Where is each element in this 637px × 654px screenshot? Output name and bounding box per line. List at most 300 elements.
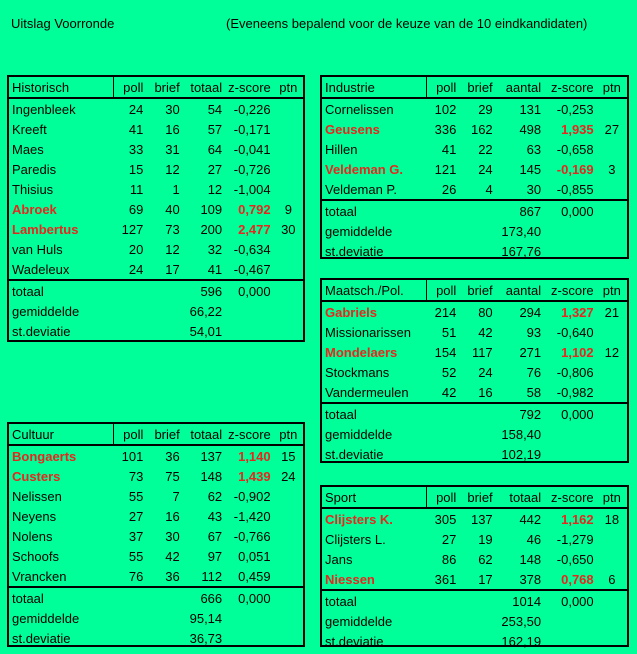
page-title: Uitslag Voorronde <box>11 16 115 31</box>
cell-brief: 4 <box>485 181 493 197</box>
table-row <box>322 362 627 382</box>
cell-ptn: 30 <box>281 221 296 237</box>
cell-poll: 42 <box>441 384 457 400</box>
cell-name: Thisius <box>12 181 54 197</box>
cell-total: 32 <box>207 241 223 257</box>
column-header: Maatsch./Pol. <box>322 280 426 301</box>
cell-name: Abroek <box>12 201 57 217</box>
cell-brief: 17 <box>165 261 180 277</box>
table-row <box>322 569 627 590</box>
cell-name: Vandermeulen <box>325 384 409 400</box>
column-header: z-score <box>225 424 273 445</box>
table-row <box>322 159 627 179</box>
summary-ptn <box>597 241 627 261</box>
table-row <box>322 119 627 139</box>
table-row <box>322 179 627 200</box>
summary-label: totaal <box>9 280 183 301</box>
cell-poll: 15 <box>128 161 144 177</box>
summary-row <box>9 608 303 628</box>
cell-z: -0,253 <box>556 101 594 117</box>
summary-z <box>544 221 597 241</box>
cell-ptn: 6 <box>608 571 616 587</box>
cell-ptn: 27 <box>604 121 620 137</box>
table-row <box>9 179 303 199</box>
cell-ptn: 15 <box>281 448 296 464</box>
column-header: poll <box>426 280 459 301</box>
column-header: z-score <box>544 77 597 98</box>
cell-brief: 1 <box>172 181 180 197</box>
table-row <box>9 546 303 566</box>
column-header: ptn <box>597 77 627 98</box>
cell-brief: 29 <box>478 101 493 117</box>
cell-total: 112 <box>201 568 223 584</box>
summary-label: totaal <box>9 587 183 608</box>
table-row <box>322 382 627 403</box>
summary-row <box>322 403 627 424</box>
summary-ptn <box>597 424 627 444</box>
cell-total: 76 <box>526 364 542 380</box>
cell-z: 2,477 <box>238 221 271 237</box>
cell-brief: 7 <box>172 488 180 504</box>
column-header: ptn <box>597 487 627 508</box>
cell-brief: 24 <box>478 161 493 177</box>
summary-ptn <box>274 280 303 301</box>
summary-z <box>225 608 273 628</box>
cell-ptn <box>597 382 627 403</box>
cell-z: -0,902 <box>233 488 271 504</box>
column-header: totaal <box>183 424 225 445</box>
table-historisch <box>7 75 305 342</box>
summary-z <box>225 301 273 321</box>
column-header: ptn <box>274 77 303 98</box>
table-row <box>9 219 303 239</box>
cell-total: 271 <box>519 344 542 360</box>
cell-ptn: 9 <box>284 201 292 217</box>
cell-ptn <box>274 179 303 199</box>
table-cultuur <box>7 422 305 647</box>
column-header: aantal <box>496 280 544 301</box>
cell-ptn <box>274 506 303 526</box>
cell-poll: 361 <box>434 571 457 587</box>
cell-ptn <box>274 239 303 259</box>
table-sport <box>320 485 629 647</box>
table-row <box>9 199 303 219</box>
cell-ptn <box>597 322 627 342</box>
cell-poll: 127 <box>121 221 144 237</box>
summary-z <box>544 631 597 651</box>
cell-name: Paredis <box>12 161 57 177</box>
table-grid <box>322 280 627 464</box>
cell-brief: 40 <box>165 201 180 217</box>
table-row <box>322 529 627 549</box>
cell-name: Bongaerts <box>12 448 77 464</box>
summary-label: st.deviatie <box>325 243 384 259</box>
summary-total: 792 <box>496 403 544 424</box>
cell-poll: 102 <box>434 101 457 117</box>
summary-row <box>9 587 303 608</box>
cell-poll: 73 <box>128 468 144 484</box>
cell-brief: 31 <box>165 141 180 157</box>
cell-poll: 41 <box>441 141 457 157</box>
cell-poll: 24 <box>128 101 144 117</box>
cell-name: Geusens <box>325 121 380 137</box>
cell-total: 27 <box>207 161 223 177</box>
column-header: brief <box>459 280 495 301</box>
cell-z: 1,140 <box>238 448 271 464</box>
cell-total: 12 <box>207 181 223 197</box>
cell-poll: 52 <box>441 364 457 380</box>
header-row <box>9 424 303 445</box>
cell-brief: 24 <box>478 364 493 380</box>
cell-total: 378 <box>519 571 542 587</box>
cell-name: Mondelaers <box>325 344 398 360</box>
cell-z: -0,171 <box>233 121 271 137</box>
cell-name: Custers <box>12 468 61 484</box>
cell-total: 41 <box>207 261 223 277</box>
cell-ptn: 24 <box>281 468 296 484</box>
column-header: totaal <box>496 487 544 508</box>
cell-ptn <box>597 139 627 159</box>
table-grid <box>322 77 627 261</box>
summary-ptn <box>274 628 303 648</box>
cell-brief: 75 <box>165 468 180 484</box>
cell-name: Wadeleux <box>12 261 70 277</box>
cell-name: Jans <box>325 551 353 567</box>
cell-brief: 137 <box>470 511 493 527</box>
summary-ptn <box>597 631 627 651</box>
cell-poll: 41 <box>128 121 144 137</box>
summary-label: gemiddelde <box>325 426 393 442</box>
cell-total: 67 <box>207 528 223 544</box>
summary-row <box>322 200 627 221</box>
column-header: Cultuur <box>9 424 113 445</box>
cell-z: -1,420 <box>233 508 271 524</box>
table-row <box>9 486 303 506</box>
summary-ptn <box>597 590 627 611</box>
table-row <box>322 549 627 569</box>
cell-name: Lambertus <box>12 221 79 237</box>
summary-row <box>9 628 303 648</box>
column-header: poll <box>426 487 459 508</box>
cell-poll: 11 <box>129 181 144 197</box>
cell-poll: 121 <box>434 161 457 177</box>
cell-ptn <box>274 259 303 280</box>
cell-poll: 27 <box>128 508 144 524</box>
cell-total: 46 <box>526 531 542 547</box>
cell-name: Veldeman G. <box>325 161 404 177</box>
table-row <box>9 159 303 179</box>
table-row <box>9 506 303 526</box>
cell-ptn: 18 <box>604 511 620 527</box>
table-row <box>322 508 627 529</box>
summary-z: 0,000 <box>544 403 597 424</box>
summary-ptn <box>274 301 303 321</box>
cell-ptn <box>597 179 627 200</box>
summary-z <box>225 321 273 341</box>
summary-row <box>322 241 627 261</box>
cell-brief: 80 <box>478 304 493 320</box>
column-header: brief <box>459 77 495 98</box>
cell-z: 0,768 <box>561 571 594 587</box>
table-grid <box>9 77 303 341</box>
cell-ptn <box>274 546 303 566</box>
cell-ptn <box>597 549 627 569</box>
header-row <box>322 77 627 98</box>
table-row <box>322 98 627 119</box>
cell-z: -0,806 <box>556 364 594 380</box>
summary-total: 867 <box>496 200 544 221</box>
cell-brief: 162 <box>470 121 493 137</box>
table-row <box>9 259 303 280</box>
cell-total: 148 <box>519 551 542 567</box>
summary-row <box>322 631 627 651</box>
column-header: brief <box>459 487 495 508</box>
summary-z: 0,000 <box>225 587 273 608</box>
summary-z: 0,000 <box>544 200 597 221</box>
summary-total: 102,19 <box>501 446 542 462</box>
cell-total: 109 <box>200 201 223 217</box>
header-row <box>322 280 627 301</box>
summary-total: 173,40 <box>501 223 542 239</box>
cell-total: 131 <box>519 101 542 117</box>
cell-brief: 22 <box>478 141 493 157</box>
table-row <box>322 301 627 322</box>
cell-poll: 20 <box>128 241 144 257</box>
summary-ptn <box>597 200 627 221</box>
column-header: poll <box>426 77 459 98</box>
cell-brief: 17 <box>478 571 493 587</box>
cell-total: 58 <box>526 384 542 400</box>
summary-row <box>322 611 627 631</box>
cell-name: Nelissen <box>12 488 62 504</box>
cell-brief: 30 <box>165 528 180 544</box>
cell-z: -0,658 <box>556 141 594 157</box>
cell-total: 93 <box>526 324 542 340</box>
cell-brief: 73 <box>165 221 180 237</box>
summary-ptn <box>597 444 627 464</box>
cell-ptn: 3 <box>608 161 616 177</box>
cell-ptn: 12 <box>604 344 620 360</box>
cell-ptn: 21 <box>604 304 620 320</box>
table-row <box>9 445 303 466</box>
cell-name: Vrancken <box>12 568 67 584</box>
table-grid <box>322 487 627 651</box>
table-row <box>9 139 303 159</box>
summary-total: 253,50 <box>501 613 542 629</box>
cell-poll: 55 <box>128 488 144 504</box>
column-header: ptn <box>274 424 303 445</box>
summary-label: totaal <box>322 200 496 221</box>
summary-total: 95,14 <box>189 610 223 626</box>
cell-ptn <box>274 486 303 506</box>
cell-z: -0,726 <box>233 161 271 177</box>
cell-z: 0,792 <box>238 201 271 217</box>
cell-brief: 16 <box>478 384 493 400</box>
summary-total: 66,22 <box>189 303 223 319</box>
cell-ptn <box>274 159 303 179</box>
summary-row <box>322 590 627 611</box>
summary-label: st.deviatie <box>325 633 384 649</box>
cell-z: 1,935 <box>561 121 594 137</box>
cell-name: Clijsters K. <box>325 511 393 527</box>
cell-name: Kreeft <box>12 121 47 137</box>
column-header: ptn <box>597 280 627 301</box>
cell-ptn <box>274 566 303 587</box>
summary-total: 162,19 <box>501 633 542 649</box>
column-header: brief <box>146 424 182 445</box>
cell-z: -1,004 <box>233 181 271 197</box>
cell-brief: 36 <box>165 568 180 584</box>
summary-total: 54,01 <box>189 323 223 339</box>
cell-total: 200 <box>200 221 223 237</box>
summary-total: 158,40 <box>501 426 542 442</box>
table-row <box>9 466 303 486</box>
cell-name: Gabriels <box>325 304 378 320</box>
column-header: z-score <box>544 487 597 508</box>
column-header: totaal <box>183 77 225 98</box>
cell-brief: 16 <box>165 508 180 524</box>
header-row <box>322 487 627 508</box>
cell-z: -0,650 <box>556 551 594 567</box>
summary-label: gemiddelde <box>12 303 80 319</box>
cell-z: -0,982 <box>556 384 594 400</box>
cell-total: 64 <box>207 141 223 157</box>
cell-brief: 117 <box>471 344 493 360</box>
table-industrie <box>320 75 629 259</box>
cell-poll: 214 <box>434 304 457 320</box>
table-row <box>9 239 303 259</box>
summary-z <box>544 611 597 631</box>
cell-brief: 30 <box>165 101 180 117</box>
summary-row <box>322 444 627 464</box>
summary-total: 167,76 <box>501 243 542 259</box>
cell-ptn <box>597 529 627 549</box>
cell-poll: 336 <box>434 121 457 137</box>
table-row <box>9 119 303 139</box>
cell-name: Hillen <box>325 141 358 157</box>
cell-poll: 37 <box>128 528 144 544</box>
cell-z: 1,102 <box>561 344 594 360</box>
cell-poll: 55 <box>128 548 144 564</box>
table-row <box>322 322 627 342</box>
cell-brief: 42 <box>165 548 180 564</box>
cell-total: 54 <box>207 101 223 117</box>
cell-brief: 62 <box>478 551 493 567</box>
cell-total: 43 <box>207 508 223 524</box>
cell-total: 57 <box>207 121 223 137</box>
table-row <box>322 342 627 362</box>
table-row <box>9 566 303 587</box>
cell-brief: 42 <box>478 324 493 340</box>
cell-total: 442 <box>519 511 542 527</box>
summary-label: st.deviatie <box>12 630 71 646</box>
cell-name: Niessen <box>325 571 375 587</box>
cell-poll: 69 <box>128 201 144 217</box>
table-maatschappij <box>320 278 629 463</box>
summary-label: st.deviatie <box>12 323 71 339</box>
cell-poll: 101 <box>121 448 144 464</box>
cell-total: 148 <box>200 468 223 484</box>
cell-poll: 86 <box>441 551 457 567</box>
header-row <box>9 77 303 98</box>
cell-name: Ingenbleek <box>12 101 76 117</box>
column-header: poll <box>113 77 146 98</box>
cell-name: Missionarissen <box>325 324 411 340</box>
cell-brief: 12 <box>165 241 180 257</box>
summary-ptn <box>274 608 303 628</box>
column-header: Historisch <box>9 77 113 98</box>
cell-brief: 16 <box>165 121 180 137</box>
summary-total: 666 <box>183 587 225 608</box>
cell-ptn <box>597 98 627 119</box>
summary-ptn <box>597 611 627 631</box>
cell-z: 1,439 <box>238 468 271 484</box>
summary-total: 596 <box>183 280 225 301</box>
summary-z <box>544 241 597 261</box>
cell-ptn <box>274 526 303 546</box>
column-header: z-score <box>544 280 597 301</box>
cell-z: 1,162 <box>561 511 594 527</box>
cell-ptn <box>274 139 303 159</box>
cell-ptn <box>274 119 303 139</box>
cell-z: -0,640 <box>556 324 594 340</box>
table-row <box>9 98 303 119</box>
cell-z: 1,327 <box>561 304 594 320</box>
summary-label: gemiddelde <box>12 610 80 626</box>
cell-name: Nolens <box>12 528 53 544</box>
page-subtitle: (Eveneens bepalend voor de keuze van de 10 eindkandidaten) <box>226 16 588 31</box>
cell-name: van Huls <box>12 241 63 257</box>
cell-poll: 26 <box>441 181 457 197</box>
cell-name: Schoofs <box>12 548 59 564</box>
summary-z <box>544 424 597 444</box>
cell-name: Veldeman P. <box>325 181 398 197</box>
cell-z: -0,226 <box>233 101 271 117</box>
summary-z: 0,000 <box>225 280 273 301</box>
column-header: Sport <box>322 487 426 508</box>
cell-z: -0,041 <box>233 141 271 157</box>
summary-ptn <box>274 321 303 341</box>
cell-total: 145 <box>519 161 542 177</box>
summary-row <box>322 424 627 444</box>
cell-z: 0,459 <box>238 568 271 584</box>
cell-total: 30 <box>526 181 542 197</box>
summary-label: totaal <box>322 590 496 611</box>
column-header: z-score <box>225 77 273 98</box>
cell-z: -1,279 <box>556 531 594 547</box>
summary-ptn <box>597 403 627 424</box>
summary-label: gemiddelde <box>325 613 393 629</box>
summary-total: 1014 <box>496 590 544 611</box>
cell-total: 63 <box>526 141 542 157</box>
cell-brief: 12 <box>165 161 180 177</box>
cell-total: 294 <box>519 304 542 320</box>
cell-name: Cornelissen <box>325 101 394 117</box>
cell-z: -0,766 <box>233 528 271 544</box>
summary-row <box>9 321 303 341</box>
summary-row <box>9 280 303 301</box>
summary-ptn <box>597 221 627 241</box>
cell-brief: 36 <box>165 448 180 464</box>
cell-total: 62 <box>207 488 223 504</box>
cell-total: 498 <box>519 121 542 137</box>
summary-ptn <box>274 587 303 608</box>
cell-name: Stockmans <box>325 364 390 380</box>
cell-brief: 19 <box>478 531 493 547</box>
table-row <box>322 139 627 159</box>
summary-label: totaal <box>322 403 496 424</box>
cell-total: 97 <box>207 548 223 564</box>
